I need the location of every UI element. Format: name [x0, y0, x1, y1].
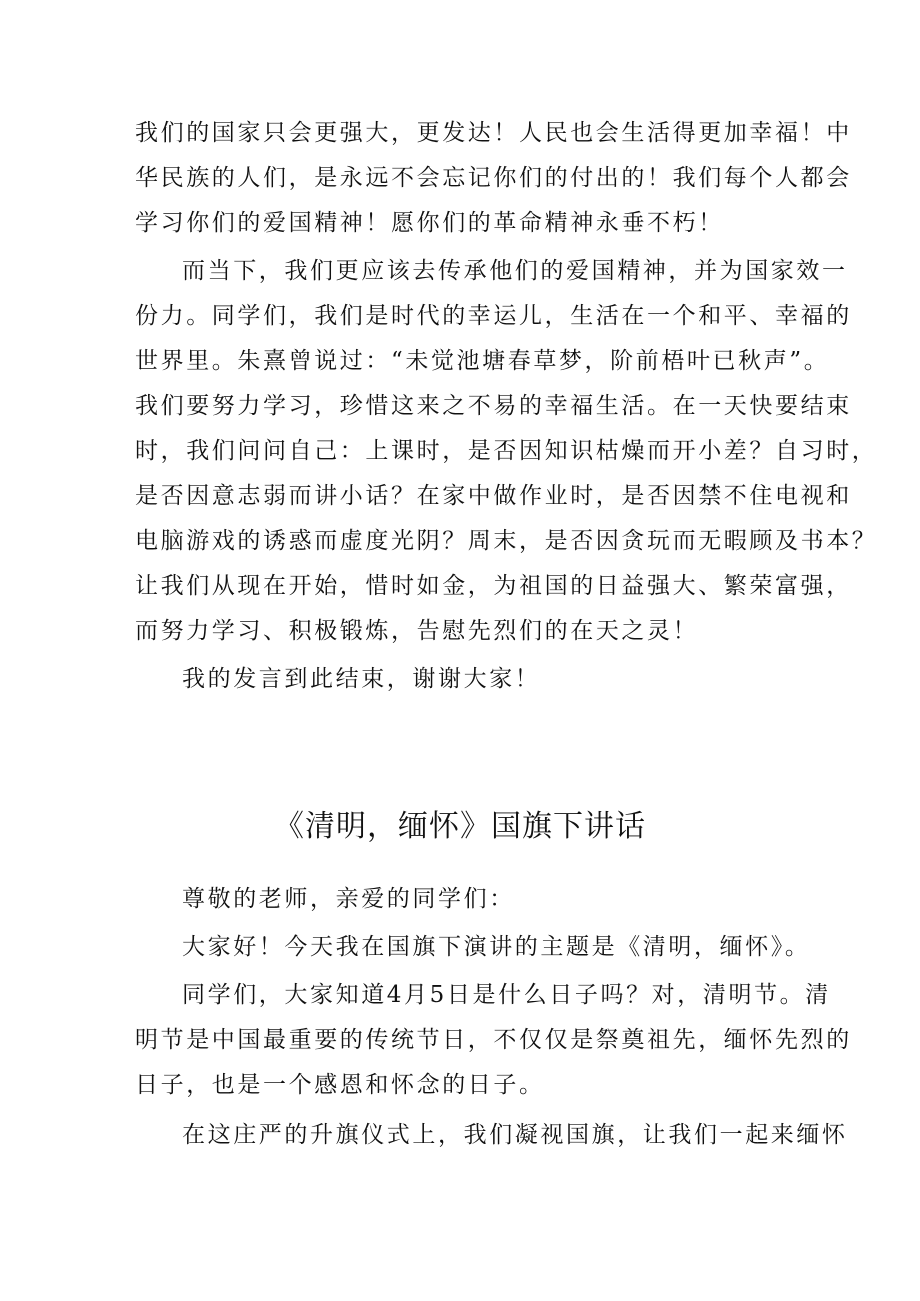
speech-title: 《清明，缅怀》国旗下讲话 — [274, 809, 646, 844]
paragraph-line: 而当下，我们更应该去传承他们的爱国精神，并为国家效一 — [182, 258, 848, 284]
paragraph-line: 我们的国家只会更强大，更发达！人民也会生活得更加幸福！中 — [135, 120, 852, 146]
paragraph-line: 华民族的人们，是永远不会忘记你们的付出的！我们每个人都会 — [135, 165, 852, 191]
paragraph-line: 是否因意志弱而讲小话？在家中做作业时，是否因禁不住电视和 — [135, 483, 852, 509]
paragraph-line: 明节是中国最重要的传统节日，不仅仅是祭奠祖先，缅怀先烈的 — [135, 1027, 852, 1053]
paragraph-line: 电脑游戏的诱惑而虚度光阴？周末，是否因贪玩而无暇顾及书本？ — [135, 528, 878, 554]
paragraph-line: 大家好！今天我在国旗下演讲的主题是《清明，缅怀》。 — [182, 934, 811, 960]
paragraph-line: 我们要努力学习，珍惜这来之不易的幸福生活。在一天快要结束 — [135, 393, 852, 419]
paragraph-line: 世界里。朱熹曾说过：“未觉池塘春草梦，阶前梧叶已秋声”。 — [135, 348, 830, 374]
paragraph-line: 时，我们问问自己：上课时，是否因知识枯燥而开小差？自习时， — [135, 438, 878, 464]
paragraph-line: 学习你们的爱国精神！愿你们的革命精神永垂不朽！ — [135, 210, 724, 236]
paragraph-line: 份力。同学们，我们是时代的幸运儿，生活在一个和平、幸福的 — [135, 303, 852, 329]
paragraph-line: 同学们，大家知道4月5日是什么日子吗？对，清明节。清 — [182, 982, 831, 1008]
paragraph-line: 日子，也是一个感恩和怀念的日子。 — [135, 1072, 545, 1098]
closing-line: 我的发言到此结束，谢谢大家！ — [182, 666, 541, 692]
greeting-line: 尊敬的老师，亲爱的同学们： — [182, 886, 515, 912]
paragraph-line: 而努力学习、积极锻炼，告慰先烈们的在天之灵！ — [135, 618, 699, 644]
paragraph-line: 让我们从现在开始，惜时如金，为祖国的日益强大、繁荣富强， — [135, 573, 852, 599]
paragraph-line: 在这庄严的升旗仪式上，我们凝视国旗，让我们一起来缅怀 — [182, 1122, 848, 1148]
